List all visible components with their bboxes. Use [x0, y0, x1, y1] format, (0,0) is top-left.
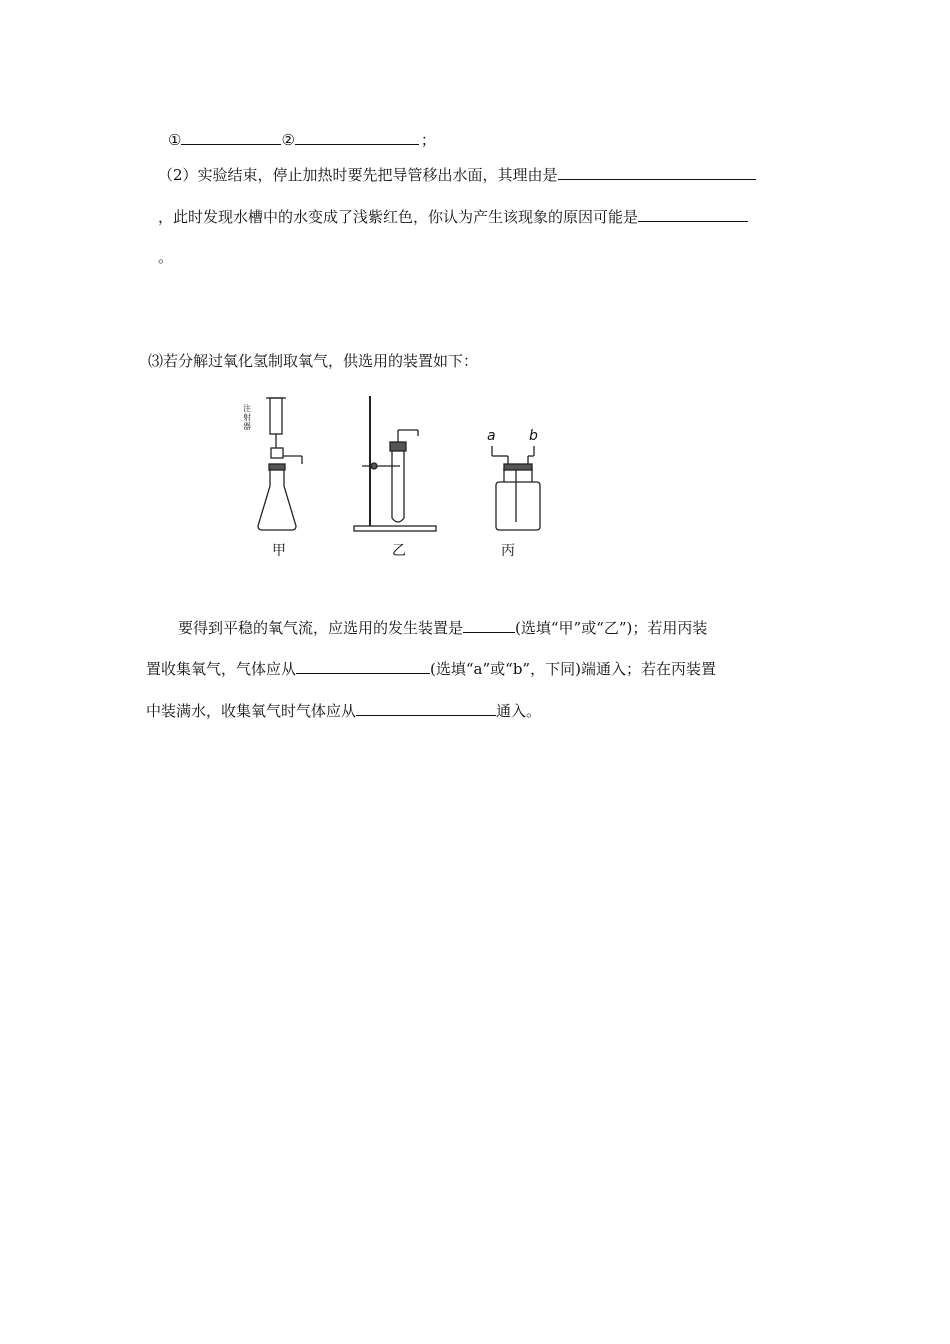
answer-line-2: [146, 659, 716, 679]
port-b-label: b: [529, 428, 538, 444]
label-bing: 丙: [501, 543, 515, 559]
q2-text-1: （2）实验结束，停止加热时要先把导管移出水面，其理由是: [158, 166, 558, 184]
apparatus-bing: [492, 446, 540, 530]
port-a-label: a: [487, 428, 496, 444]
q2-text-2: ，此时发现水槽中的水变成了浅紫红色，你认为产生该现象的原因可能是: [158, 208, 639, 226]
q2-line-1: [158, 165, 756, 185]
blank-line-1: [168, 130, 436, 150]
circled-two: ②: [281, 131, 295, 149]
q2-text-3: 。: [158, 248, 174, 266]
answer-blank-4[interactable]: [638, 207, 748, 222]
label-yi: 乙: [392, 543, 406, 559]
apparatus-figure: [240, 390, 560, 560]
answer-blank-6[interactable]: [296, 659, 430, 674]
q2-line-2: [158, 207, 748, 227]
answer-text-5: 中装满水，收集氧气时气体应从: [146, 702, 357, 720]
answer-blank-2[interactable]: [295, 130, 419, 145]
answer-blank-7[interactable]: [356, 701, 496, 716]
answer-text-1: 要得到平稳的氧气流，应选用的发生装置是: [178, 619, 464, 637]
apparatus-yi: [354, 396, 436, 531]
syringe-note: 注射器: [243, 404, 251, 431]
q3-intro: ⑶若分解过氧化氢制取氧气，供选用的装置如下：: [148, 352, 479, 370]
answer-line-1: [178, 618, 707, 638]
answer-text-6: 通入。: [496, 702, 542, 720]
answer-blank-1[interactable]: [181, 130, 281, 145]
answer-line-3: [146, 701, 541, 721]
answer-blank-5[interactable]: [463, 618, 515, 633]
apparatus-jia: [258, 398, 302, 530]
answer-text-2: (选填“甲”或“乙”)；若用丙装: [515, 619, 708, 637]
q2-line-3: [158, 247, 173, 267]
semicolon: ；: [420, 131, 436, 149]
answer-text-4: (选填“a”或“b”，下同)端通入；若在丙装置: [430, 660, 716, 678]
answer-blank-3[interactable]: [558, 165, 756, 180]
answer-text-3: 置收集氧气，气体应从: [146, 660, 297, 678]
circled-one: ①: [168, 131, 182, 149]
label-jia: 甲: [272, 543, 286, 559]
